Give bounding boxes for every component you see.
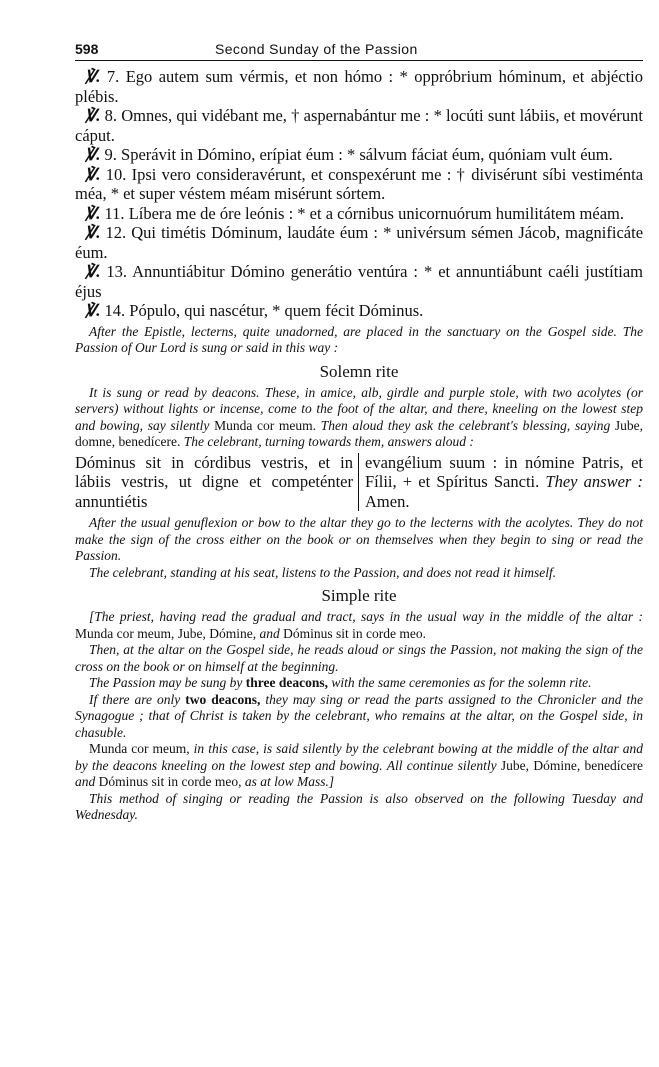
versicle-symbol: ℣. — [85, 262, 101, 281]
simple-rite-paragraph — [75, 675, 643, 692]
emphasis-text: two deacons, — [185, 691, 261, 707]
blessing-columns — [75, 453, 643, 512]
verse-number: 11. — [104, 203, 125, 223]
verse — [75, 165, 643, 204]
rubric-text: The celebrant, turning towards them, answers aloud : — [183, 434, 474, 449]
simple-rite-paragraph — [75, 609, 643, 642]
verse-text: Annuntiábitur Dómino generátio ventúra : * et annuntiábunt caéli justítiam éjus — [75, 262, 644, 301]
emphasis-text: three deacons, — [245, 675, 328, 690]
rubric-text: The Passion may be sung by — [89, 675, 243, 690]
versicle-symbol: ℣. — [85, 145, 101, 164]
simple-rite-paragraph — [75, 741, 643, 791]
rubric-text: It is sung or read by deacons. These, in amice, alb, girdle and purple stole, with two acolytes (or servers) without lights or incense, come to the foot of the altar, and there, kneeling on the lowest step and bowing, say silently — [75, 384, 643, 433]
verse — [75, 67, 643, 106]
verse — [75, 262, 643, 301]
verse-text: Omnes, qui vidébant me, † aspernabántur me : * locúti sunt lábiis, et movérunt cáput. — [75, 106, 644, 145]
verse-text: Líbera me de óre leónis : * et a córnibus unicornuórum humilitátem méam. — [128, 203, 625, 223]
versicle-symbol: ℣. — [85, 164, 101, 184]
simple-rite-heading: Simple rite — [321, 586, 397, 605]
blessing-text: evangélium suum : in nómine Patris, et Fílii, + et Spíritus Sancti. — [365, 452, 643, 491]
rubric-text: and — [75, 774, 96, 789]
latin-text: Jube, domne, benedícere. — [75, 417, 644, 449]
rubric-text: If there are only — [89, 691, 181, 707]
verse-text: Pópulo, qui nascétur, * quem fécit Dóminus. — [129, 301, 424, 320]
verse-number: 8. — [104, 106, 118, 125]
latin-text: Munda cor meum. — [214, 417, 317, 433]
verse-number: 9. — [104, 145, 117, 164]
verse-number: 14. — [104, 301, 126, 320]
blessing-right-column — [359, 453, 643, 512]
verse-number: 12. — [105, 223, 127, 242]
versicle-symbol: ℣. — [85, 106, 101, 125]
rubric-after-epistle: After the Epistle, lecterns, quite unadorned, are placed in the sanctuary on the Gospel side. The Passion of Our Lord is sung or said in this way : — [75, 323, 643, 355]
verse-text: Qui timétis Dóminum, laudáte éum : * univérsum sémen Jácob, magnificáte éum. — [75, 223, 644, 262]
verse — [75, 204, 643, 224]
rubric-text: they may sing or read the parts assigned to the Chronicler and the Synagogue ; that of Christ is taken by the celebrant, who remains at the altar, on the Gospel side, in chasuble. — [75, 691, 644, 740]
rubric-text: Then aloud they ask the celebrant's blessing, saying — [320, 417, 611, 433]
blessing-left-column: Dóminus sit in córdibus vestris, et in lábiis vestris, ut digne et competénter annuntiétis — [75, 453, 359, 512]
solemn-rite-intro — [75, 385, 643, 451]
latin-text: Munda cor meum, — [89, 741, 190, 756]
verse-text: Sperávit in Dómino, erípiat éum : * sálvum fáciat éum, quóniam vult éum. — [121, 145, 613, 164]
versicle-symbol: ℣. — [85, 301, 101, 320]
verse — [75, 106, 643, 145]
response-rubric: They answer : — [545, 472, 643, 491]
missal-page — [75, 38, 643, 824]
rubric-text: and — [259, 625, 280, 641]
solemn-rite-heading: Solemn rite — [319, 361, 399, 381]
rubric-text: [The priest, having read the gradual and tract, says in the usual way in the middle of the altar : — [89, 609, 643, 624]
amen-response: Amen. — [365, 491, 410, 511]
page-header — [75, 38, 643, 61]
verse — [75, 223, 643, 262]
simple-rite-paragraph: This method of singing or reading the Passion is also observed on the following Tuesday and Wednesday. — [75, 790, 643, 822]
psalm-verses — [75, 67, 643, 321]
rubric-text: with the same ceremonies as for the solemn rite. — [331, 675, 592, 690]
verse — [75, 301, 643, 321]
latin-text: Dóminus sit in corde meo, — [98, 774, 242, 789]
rubric-celebrant: The celebrant, standing at his seat, listens to the Passion, and does not read it himself. — [89, 564, 557, 580]
running-title: Second Sunday of the Passion — [215, 41, 418, 57]
rubric-text: in this case, is said silently by the celebrant bowing at the middle of the altar and by the deacons kneeling on the lowest step and bowing. All continue silently — [75, 741, 644, 773]
latin-text: Munda cor meum, Jube, Dómine, — [75, 625, 257, 641]
rubric-genuflexion: After the usual genuflexion or bow to the altar they go to the lecterns with the acolytes. They do not make the sign of the cross either on the book or on themselves when they begin to sing or read the Passion. — [75, 515, 643, 563]
rubric-text: as at low Mass.] — [244, 774, 335, 789]
page-number: 598 — [75, 41, 99, 57]
simple-rite-paragraph — [75, 692, 643, 742]
verse-text: Ipsi vero consideravérunt, et conspexérunt me : † divisérunt síbi vestiménta méa, * et super véstem méam misérunt sórtem. — [75, 164, 644, 203]
simple-rite-paragraph: Then, at the altar on the Gospel side, he reads aloud or sings the Passion, not making the sign of the cross on the book or on himself at the beginning. — [75, 642, 643, 674]
verse — [75, 145, 643, 165]
verse-number: 10. — [105, 164, 127, 184]
verse-number: 13. — [106, 262, 128, 281]
latin-text: Jube, Dómine, benedícere — [500, 757, 643, 773]
versicle-symbol: ℣. — [85, 203, 101, 223]
versicle-symbol: ℣. — [85, 67, 101, 86]
versicle-symbol: ℣. — [85, 223, 101, 242]
verse-number: 7. — [106, 67, 120, 86]
latin-text: Dóminus sit in corde meo. — [283, 625, 426, 641]
verse-text: Ego autem sum vérmis, et non hómo : * oppróbrium hóminum, et abjéctio plébis. — [75, 67, 643, 106]
